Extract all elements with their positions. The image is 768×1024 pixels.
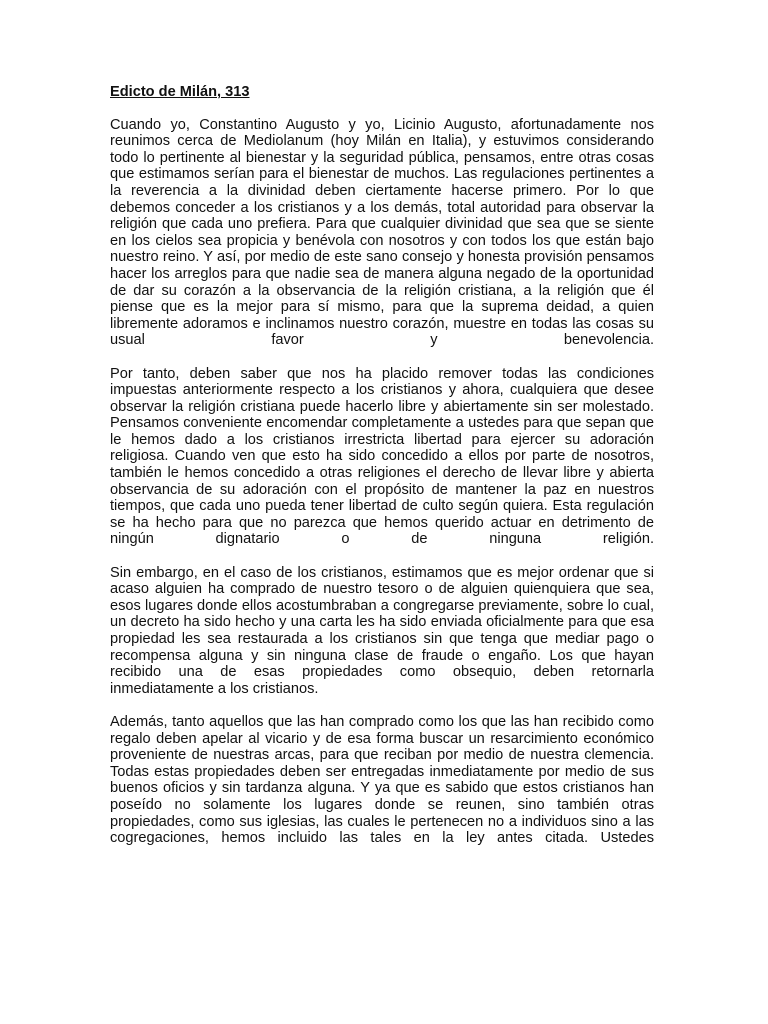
document-title: Edicto de Milán, 313 [110, 84, 250, 100]
document-page [110, 84, 654, 863]
paragraph-3: Sin embargo, en el caso de los cristianos, estimamos que es mejor ordenar que si acaso alguien ha comprado de nuestro tesoro o de alguien quienquiera que sea, esos lugares donde ellos acostumbraban a congregarse previamente, sobre lo cual, un decreto ha sido hecho y una carta les ha sido enviada oficialmente para que esa propiedad les sea restaurada a los cristianos sin que tenga que mediar pago o recompensa alguna y sin ninguna clase de fraude o engaño. Los que hayan recibido una de esas propiedades como obsequio, deben retornarla inmediatamente a los cristianos. [110, 564, 654, 697]
paragraph-2: Por tanto, deben saber que nos ha placido remover todas las condiciones impuestas anteriormente respecto a los cristianos y ahora, cualquiera que desee observar la religión cristiana puede hacerlo libre y abiertamente sin ser molestado. Pensamos conveniente encomendar completamente a ustedes para que sepan que le hemos dado a los cristianos irrestricta libertad para ejercer su adoración religiosa. Cuando ven que esto ha sido concedido a ellos por parte de nosotros, también le hemos concedido a otras religiones el derecho de llevar libre y abierta observancia de su adoración con el propósito de mantener la paz en nuestros tiempos, que cada uno pueda tener libertad de culto según quiera. Esta regulación se ha hecho para que no parezca que hemos querido actuar en detrimento de ningún dignatario o de ninguna religión. [110, 365, 654, 548]
paragraph-4: Además, tanto aquellos que las han comprado como los que las han recibido como regalo deben apelar al vicario y de esa forma buscar un resarcimiento económico proveniente de nuestras arcas, para que reciban por medio de nuestra clemencia. Todas estas propiedades deben ser entregadas inmediatamente por medio de sus buenos oficios y sin tardanza alguna. Y ya que es sabido que estos cristianos han poseído no solamente los lugares donde se reunen, sino también otras propiedades, como sus iglesias, las cuales le pertenecen no a individuos sino a las cogregaciones, hemos incluido las tales en la ley antes citada. Ustedes [110, 713, 654, 847]
paragraph-1: Cuando yo, Constantino Augusto y yo, Licinio Augusto, afortunadamente nos reunimos cerca de Mediolanum (hoy Milán en Italia), y estuvimos considerando todo lo pertinente al bienestar y la seguridad pública, pensamos, entre otras cosas que estimamos serían para el bienestar de muchos. Las regulaciones pertinentes a la reverencia a la divinidad deben ciertamente hacerse primero. Por lo que debemos conceder a los cristianos y a los demás, total autoridad para observar la religión que cada uno prefiera. Para que cualquier divinidad que sea que se siente en los cielos sea propicia y benévola con nosotros y con todos los que están bajo nuestro reino. Y así, por medio de este sano consejo y honesta provisión pensamos hacer los arreglos para que nadie sea de manera alguna negado de la oportunidad de dar su corazón a la observancia de la religión cristiana, a la religión que él piense que es la mejor para sí mismo, para que la suprema deidad, a quien libremente adoramos e inclinamos nuestro corazón, muestre en todas las cosas su usual favor y benevolencia. [110, 116, 654, 349]
